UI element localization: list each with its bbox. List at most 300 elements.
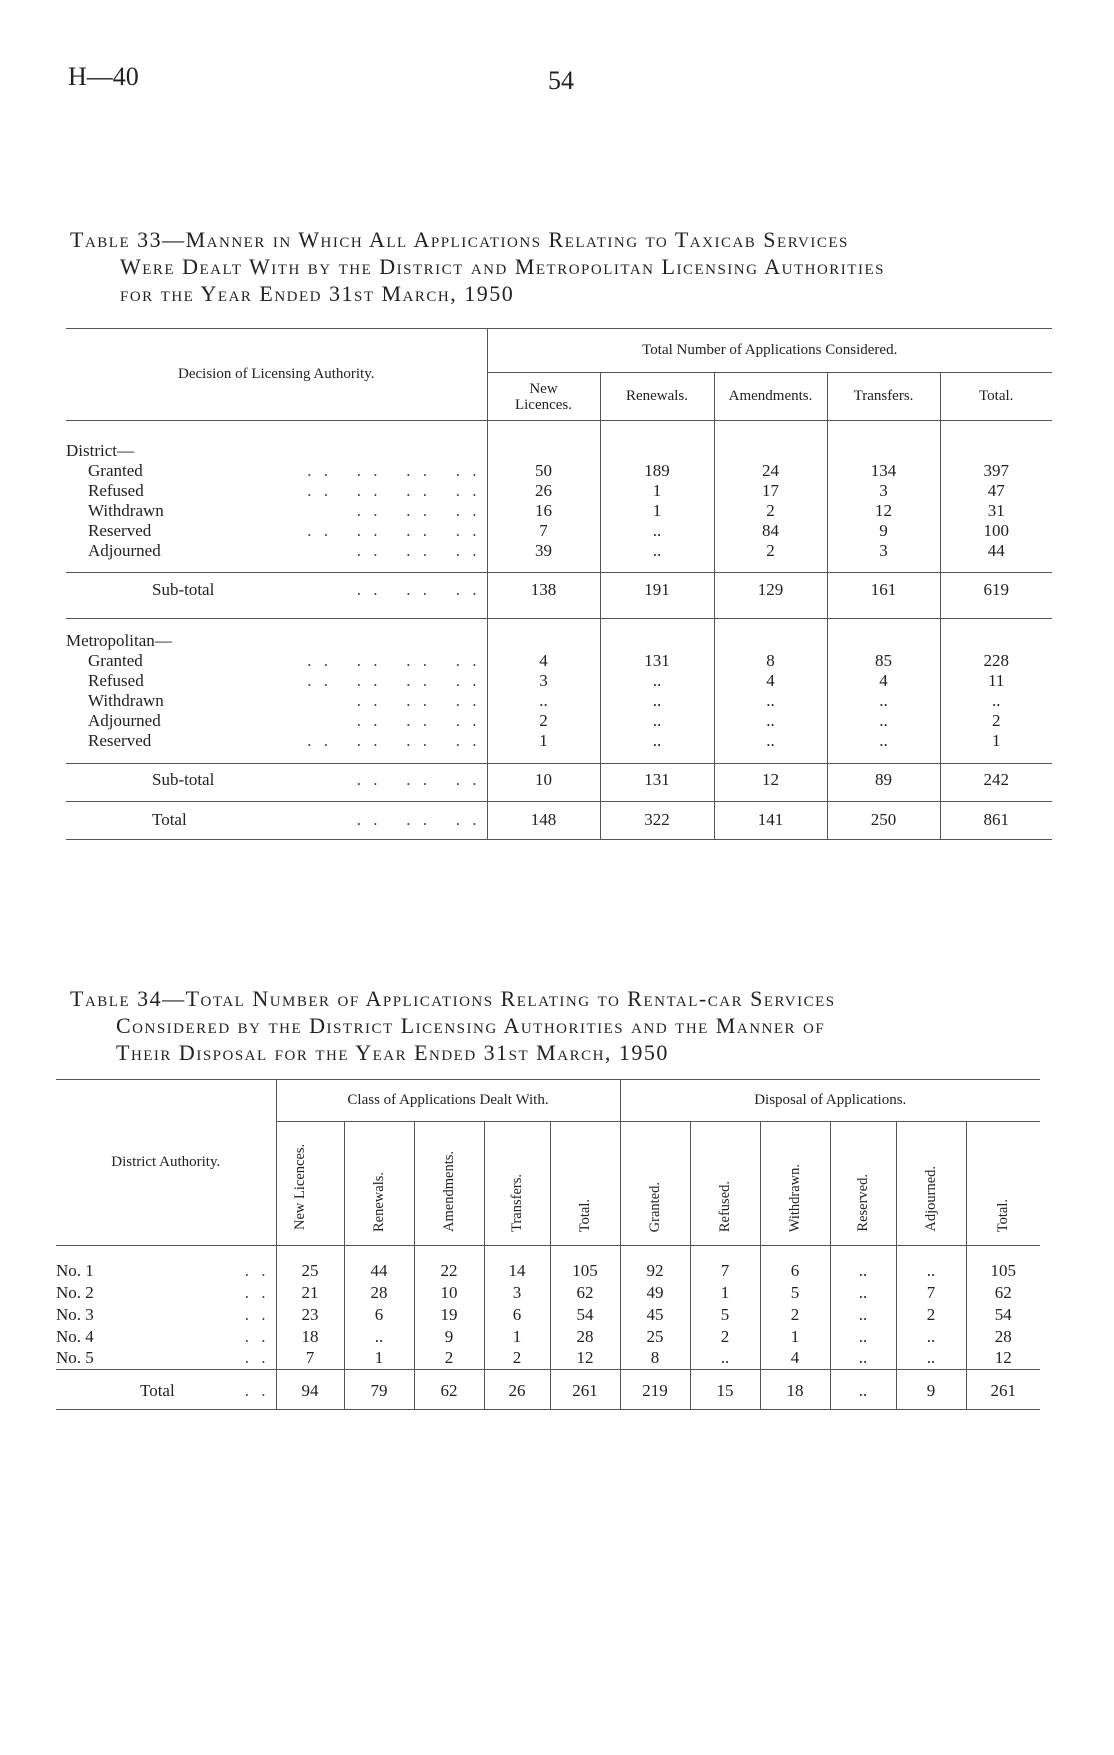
empty-cell (827, 607, 940, 619)
cell-amendments: 2 (714, 541, 827, 561)
cell-new-licences: 16 (487, 501, 600, 521)
cell-transfers: 89 (827, 763, 940, 797)
district-row-adjourned (66, 541, 1052, 561)
row-label: No. 4 (56, 1326, 94, 1346)
leader-dots: . . . . . . (356, 711, 481, 730)
empty-cell (714, 751, 827, 763)
cell-total: .. (992, 691, 1001, 710)
column-label: Withdrawn. (787, 1163, 803, 1232)
empty-cell (714, 619, 827, 652)
cell-total: 44 (987, 540, 1005, 560)
column-label: Granted. (647, 1181, 663, 1232)
district-row-adjourned-label (66, 541, 487, 561)
cell: 79 (344, 1374, 414, 1410)
district-row-granted-label (66, 461, 487, 481)
leader-dots: . . . . . . . . (307, 651, 481, 670)
cell-renewals: 131 (600, 651, 714, 671)
row-label: Sub-total (152, 579, 215, 599)
cell: 12 (550, 1348, 620, 1370)
column-label: Amendments. (441, 1151, 457, 1232)
empty-cell (66, 561, 487, 573)
leader-dots: . . . . . . (356, 810, 481, 829)
cell: 7 (690, 1260, 760, 1282)
district-row-refused-label (66, 481, 487, 501)
empty-cell (56, 1246, 276, 1260)
column-label: Reserved. (855, 1174, 871, 1232)
table34-title-line-2: Considered by the District Licensing Authorities and the Manner of (116, 1013, 826, 1038)
cell-renewals: .. (600, 671, 714, 691)
cell-amendments: 4 (714, 671, 827, 691)
cell-renewals: 322 (600, 801, 714, 839)
row-label: Withdrawn (88, 500, 164, 520)
district-subtotal-row (66, 573, 1052, 607)
cell: 105 (550, 1260, 620, 1282)
row-label: Adjourned (88, 711, 161, 730)
empty-cell (487, 561, 600, 573)
cell-total: 31 (987, 500, 1005, 520)
cell: 22 (414, 1260, 484, 1282)
table34-col-granted (620, 1122, 690, 1246)
cell: 9 (896, 1374, 966, 1410)
metropolitan-row-adjourned-label (66, 711, 487, 731)
table33-total-row-label (66, 801, 487, 839)
page-number: 54 (548, 66, 574, 95)
row-label: Sub-total (152, 770, 215, 790)
cell-amendments: 2 (714, 501, 827, 521)
empty-cell (484, 1246, 550, 1260)
cell: .. (344, 1326, 414, 1348)
cell-new-licences: 26 (487, 481, 600, 501)
empty-cell (827, 619, 940, 652)
empty-cell (414, 1246, 484, 1260)
cell-new-licences: 4 (487, 651, 600, 671)
cell-renewals: .. (600, 541, 714, 561)
cell: .. (896, 1326, 966, 1348)
empty-cell (276, 1246, 344, 1260)
leader-dots: . . (244, 1381, 270, 1401)
empty-cell (896, 1246, 966, 1260)
table34-col-adjourned (896, 1122, 966, 1246)
metropolitan-row-refused-label (66, 671, 487, 691)
cell: 261 (550, 1374, 620, 1410)
table34-row-no-2 (56, 1282, 1040, 1304)
table34-title-line-3: Their Disposal for the Year Ended 31st March, 1950 (116, 1040, 669, 1065)
leader-dots: . . (244, 1348, 270, 1368)
metropolitan-subtotal-row (66, 763, 1052, 797)
cell: 19 (414, 1304, 484, 1326)
column-label: Adjourned. (923, 1166, 939, 1232)
cell: 21 (276, 1282, 344, 1304)
spacer-row (66, 561, 1052, 573)
cell-renewals: .. (600, 691, 714, 711)
cell: 1 (690, 1282, 760, 1304)
spacer-row (66, 607, 1052, 619)
cell: 2 (414, 1348, 484, 1370)
cell: 1 (760, 1326, 830, 1348)
cell: 2 (760, 1304, 830, 1326)
table33-group-header: Total Number of Applications Considered. (487, 329, 1052, 373)
metropolitan-row-adjourned (66, 711, 1052, 731)
empty-cell (66, 421, 487, 429)
empty-cell (344, 1246, 414, 1260)
cell: 12 (994, 1348, 1012, 1368)
cell: 54 (994, 1304, 1012, 1324)
cell: 54 (550, 1304, 620, 1326)
cell-amendments: 141 (714, 801, 827, 839)
cell-new-licences: 50 (487, 461, 600, 481)
cell-amendments: .. (714, 711, 827, 731)
cell: 6 (344, 1304, 414, 1326)
table33-col-amendments: Amendments. (714, 373, 827, 421)
document-reference: H—40 (68, 62, 139, 91)
column-label: Total. (577, 1198, 593, 1232)
table34-title (70, 985, 836, 1066)
district-row-granted (66, 461, 1052, 481)
table33-col-transfers: Transfers. (827, 373, 940, 421)
cell-transfers: .. (827, 731, 940, 751)
column-label: Refused. (717, 1180, 733, 1232)
cell: 2 (690, 1326, 760, 1348)
column-label: Renewals. (371, 1172, 387, 1232)
cell: 28 (994, 1326, 1012, 1346)
cell-transfers: 12 (827, 501, 940, 521)
cell-new-licences: 7 (487, 521, 600, 541)
metropolitan-row-reserved (66, 731, 1052, 751)
cell: .. (830, 1282, 896, 1304)
row-label: Total (152, 810, 187, 829)
cell-transfers: 3 (827, 541, 940, 561)
table34-row-no-1 (56, 1260, 1040, 1282)
empty-cell (714, 429, 827, 461)
table34-col-new-licences (276, 1122, 344, 1246)
cell-amendments: 129 (714, 573, 827, 607)
cell-total: 47 (987, 480, 1005, 500)
cell: 261 (990, 1381, 1016, 1401)
empty-cell (600, 751, 714, 763)
row-label: Total (140, 1381, 175, 1401)
metropolitan-row-granted (66, 651, 1052, 671)
cell: .. (896, 1260, 966, 1282)
empty-cell (940, 619, 1052, 652)
table34-col-disposal-total (966, 1122, 1040, 1246)
cell-total: 861 (983, 810, 1009, 829)
cell: 9 (414, 1326, 484, 1348)
empty-cell (940, 561, 1052, 573)
empty-cell (600, 429, 714, 461)
table33-total-row (66, 801, 1052, 839)
column-label: Transfers. (509, 1174, 525, 1232)
spacer-row (66, 751, 1052, 763)
cell-new-licences: 2 (487, 711, 600, 731)
leader-dots: . . (244, 1304, 270, 1324)
cell-total: 2 (992, 711, 1001, 730)
cell: .. (830, 1304, 896, 1326)
cell: 4 (760, 1348, 830, 1370)
district-row-withdrawn-label (66, 501, 487, 521)
cell: 25 (620, 1326, 690, 1348)
table33-title-line-3: for the Year Ended 31st March, 1950 (120, 281, 515, 306)
cell: 28 (344, 1282, 414, 1304)
cell: 5 (760, 1282, 830, 1304)
cell: .. (830, 1348, 896, 1370)
cell: 44 (344, 1260, 414, 1282)
leader-dots: . . . . . . . . (307, 460, 481, 480)
cell-transfers: .. (827, 691, 940, 711)
empty-cell (940, 607, 1052, 619)
empty-cell (487, 619, 600, 652)
district-row-withdrawn (66, 501, 1052, 521)
cell-transfers: 4 (827, 671, 940, 691)
cell-total: 397 (983, 460, 1009, 480)
empty-cell (714, 607, 827, 619)
metropolitan-row-refused (66, 671, 1052, 691)
district-row-reserved (66, 521, 1052, 541)
row-label: No. 5 (56, 1348, 94, 1368)
cell: 28 (550, 1326, 620, 1348)
cell: 2 (896, 1304, 966, 1326)
leader-dots: . . . . . . (356, 579, 481, 599)
cell: 62 (994, 1282, 1012, 1302)
row-label: No. 2 (56, 1282, 94, 1302)
row-label: Reserved (88, 520, 152, 540)
table34-group-disposal: Disposal of Applications. (620, 1080, 1040, 1122)
cell-new-licences: 138 (487, 573, 600, 607)
cell: 49 (620, 1282, 690, 1304)
metropolitan-section-label: Metropolitan— (66, 619, 487, 652)
table33-col-renewals: Renewals. (600, 373, 714, 421)
table34-col-withdrawn (760, 1122, 830, 1246)
cell-total: 242 (983, 770, 1009, 790)
cell: 62 (550, 1282, 620, 1304)
cell: 1 (484, 1326, 550, 1348)
row-label: Refused (88, 480, 144, 500)
empty-cell (940, 429, 1052, 461)
table34-row-no-5-label (56, 1348, 276, 1370)
row-label: No. 3 (56, 1304, 94, 1324)
district-section-label: District— (66, 429, 487, 461)
leader-dots: . . . . . . . . (307, 520, 481, 540)
metropolitan-row-granted-label (66, 651, 487, 671)
cell: 18 (276, 1326, 344, 1348)
cell: 8 (620, 1348, 690, 1370)
cell-renewals: .. (600, 711, 714, 731)
cell: 14 (484, 1260, 550, 1282)
table34-group-class: Class of Applications Dealt With. (276, 1080, 620, 1122)
table34-col-total (550, 1122, 620, 1246)
metropolitan-section (66, 619, 1052, 652)
empty-cell (487, 607, 600, 619)
cell-total: 100 (983, 520, 1009, 540)
metropolitan-row-withdrawn-label (66, 691, 487, 711)
leader-dots: . . . . . . (356, 540, 481, 560)
table34-col-amendments (414, 1122, 484, 1246)
empty-cell (66, 751, 487, 763)
cell: 219 (620, 1374, 690, 1410)
cell-amendments: 17 (714, 481, 827, 501)
cell: 23 (276, 1304, 344, 1326)
cell-transfers: 161 (827, 573, 940, 607)
leader-dots: . . . . . . (356, 691, 481, 710)
cell: 5 (690, 1304, 760, 1326)
leader-dots: . . (244, 1282, 270, 1302)
cell: 45 (620, 1304, 690, 1326)
cell-renewals: 191 (600, 573, 714, 607)
empty-cell (487, 751, 600, 763)
cell: 15 (690, 1374, 760, 1410)
spacer-row (66, 421, 1052, 429)
leader-dots: . . . . . . (356, 500, 481, 520)
spacer-row (56, 1246, 1040, 1260)
empty-cell (760, 1246, 830, 1260)
table34-col-refused (690, 1122, 760, 1246)
row-label: Adjourned (88, 540, 161, 560)
cell: .. (830, 1326, 896, 1348)
row-label: Refused (88, 671, 144, 690)
cell: 3 (484, 1282, 550, 1304)
table34-col-reserved (830, 1122, 896, 1246)
row-label: Granted (88, 651, 143, 670)
empty-cell (66, 607, 487, 619)
leader-dots: . . (244, 1260, 270, 1280)
empty-cell (487, 429, 600, 461)
district-row-reserved-label (66, 521, 487, 541)
cell-transfers: 134 (827, 461, 940, 481)
leader-dots: . . (244, 1326, 270, 1346)
table33-title (70, 226, 885, 307)
metropolitan-subtotal-row-label (66, 763, 487, 797)
cell: 10 (414, 1282, 484, 1304)
table33-title-line-2: Were Dealt With by the District and Metropolitan Licensing Authorities (120, 254, 885, 279)
cell-transfers: 250 (827, 801, 940, 839)
table34-row-no-1-label (56, 1260, 276, 1282)
cell-renewals: 1 (600, 481, 714, 501)
empty-cell (550, 1246, 620, 1260)
cell-amendments: 8 (714, 651, 827, 671)
district-section (66, 429, 1052, 461)
column-label: New Licences. (292, 1143, 308, 1231)
cell-renewals: 131 (600, 763, 714, 797)
cell: 25 (276, 1260, 344, 1282)
cell-renewals: .. (600, 521, 714, 541)
empty-cell (940, 751, 1052, 763)
leader-dots: . . . . . . . . (307, 671, 481, 690)
table34-total-row (56, 1374, 1040, 1410)
empty-cell (830, 1246, 896, 1260)
cell-renewals: .. (600, 731, 714, 751)
empty-cell (600, 619, 714, 652)
table34-row-no-5 (56, 1348, 1040, 1370)
cell: .. (896, 1348, 966, 1370)
cell: 18 (760, 1374, 830, 1410)
cell: 2 (484, 1348, 550, 1370)
table33-body (66, 421, 1052, 840)
cell: 62 (414, 1374, 484, 1410)
district-row-refused (66, 481, 1052, 501)
cell: 1 (344, 1348, 414, 1370)
empty-cell (600, 421, 714, 429)
row-label: No. 1 (56, 1260, 94, 1280)
table33-col-total: Total. (979, 388, 1014, 404)
empty-cell (827, 751, 940, 763)
table34-stub-header: District Authority. (56, 1080, 276, 1246)
table33-title-line-1: Table 33—Manner in Which All Applications Relating to Taxicab Services (70, 227, 849, 252)
empty-cell (714, 421, 827, 429)
cell-transfers: .. (827, 711, 940, 731)
metropolitan-row-reserved-label (66, 731, 487, 751)
table34-row-no-3-label (56, 1304, 276, 1326)
cell: .. (830, 1374, 896, 1410)
table33 (66, 328, 1052, 840)
cell-renewals: 189 (600, 461, 714, 481)
empty-cell (827, 429, 940, 461)
empty-cell (620, 1246, 690, 1260)
cell-transfers: 85 (827, 651, 940, 671)
cell: 6 (760, 1260, 830, 1282)
table33-col-new-licences: New Licences. (487, 373, 600, 421)
table34-col-transfers (484, 1122, 550, 1246)
empty-cell (827, 421, 940, 429)
row-label: Granted (88, 460, 143, 480)
table33-stub-header: Decision of Licensing Authority. (66, 329, 487, 421)
cell-amendments: .. (714, 731, 827, 751)
empty-cell (690, 1246, 760, 1260)
row-label: Reserved (88, 731, 152, 750)
leader-dots: . . . . . . . . (307, 480, 481, 500)
empty-cell (600, 561, 714, 573)
cell: 6 (484, 1304, 550, 1326)
empty-cell (714, 561, 827, 573)
table34-row-no-3 (56, 1304, 1040, 1326)
table34-body (56, 1246, 1040, 1410)
cell-total: 228 (983, 651, 1009, 670)
cell-renewals: 1 (600, 501, 714, 521)
table34 (56, 1079, 1040, 1410)
cell-transfers: 3 (827, 481, 940, 501)
cell-new-licences: 3 (487, 671, 600, 691)
cell-amendments: 24 (714, 461, 827, 481)
table34-total-row-label (56, 1374, 276, 1410)
cell-amendments: 12 (714, 763, 827, 797)
cell-new-licences: 1 (487, 731, 600, 751)
leader-dots: . . . . . . . . (307, 731, 481, 750)
cell-total: 1 (992, 731, 1001, 750)
cell: 26 (484, 1374, 550, 1410)
cell: 94 (276, 1374, 344, 1410)
cell: 92 (620, 1260, 690, 1282)
table34-col-renewals (344, 1122, 414, 1246)
row-label: Withdrawn (88, 691, 164, 710)
column-label: Total. (995, 1198, 1012, 1232)
cell-new-licences: 148 (487, 801, 600, 839)
table34-row-no-2-label (56, 1282, 276, 1304)
empty-cell (827, 561, 940, 573)
district-subtotal-row-label (66, 573, 487, 607)
leader-dots: . . . . . . (356, 770, 481, 790)
cell: 105 (990, 1260, 1016, 1280)
cell-total: 11 (988, 671, 1005, 690)
cell-amendments: 84 (714, 521, 827, 541)
cell-total: 619 (983, 579, 1009, 599)
empty-cell (487, 421, 600, 429)
cell-new-licences: 10 (487, 763, 600, 797)
table34-title-line-1: Table 34—Total Number of Applications Relating to Rental-car Services (70, 986, 836, 1011)
table34-row-no-4-label (56, 1326, 276, 1348)
cell-new-licences: 39 (487, 541, 600, 561)
cell-new-licences: .. (487, 691, 600, 711)
cell: .. (690, 1348, 760, 1370)
empty-cell (966, 1246, 1040, 1260)
empty-cell (940, 421, 1052, 429)
